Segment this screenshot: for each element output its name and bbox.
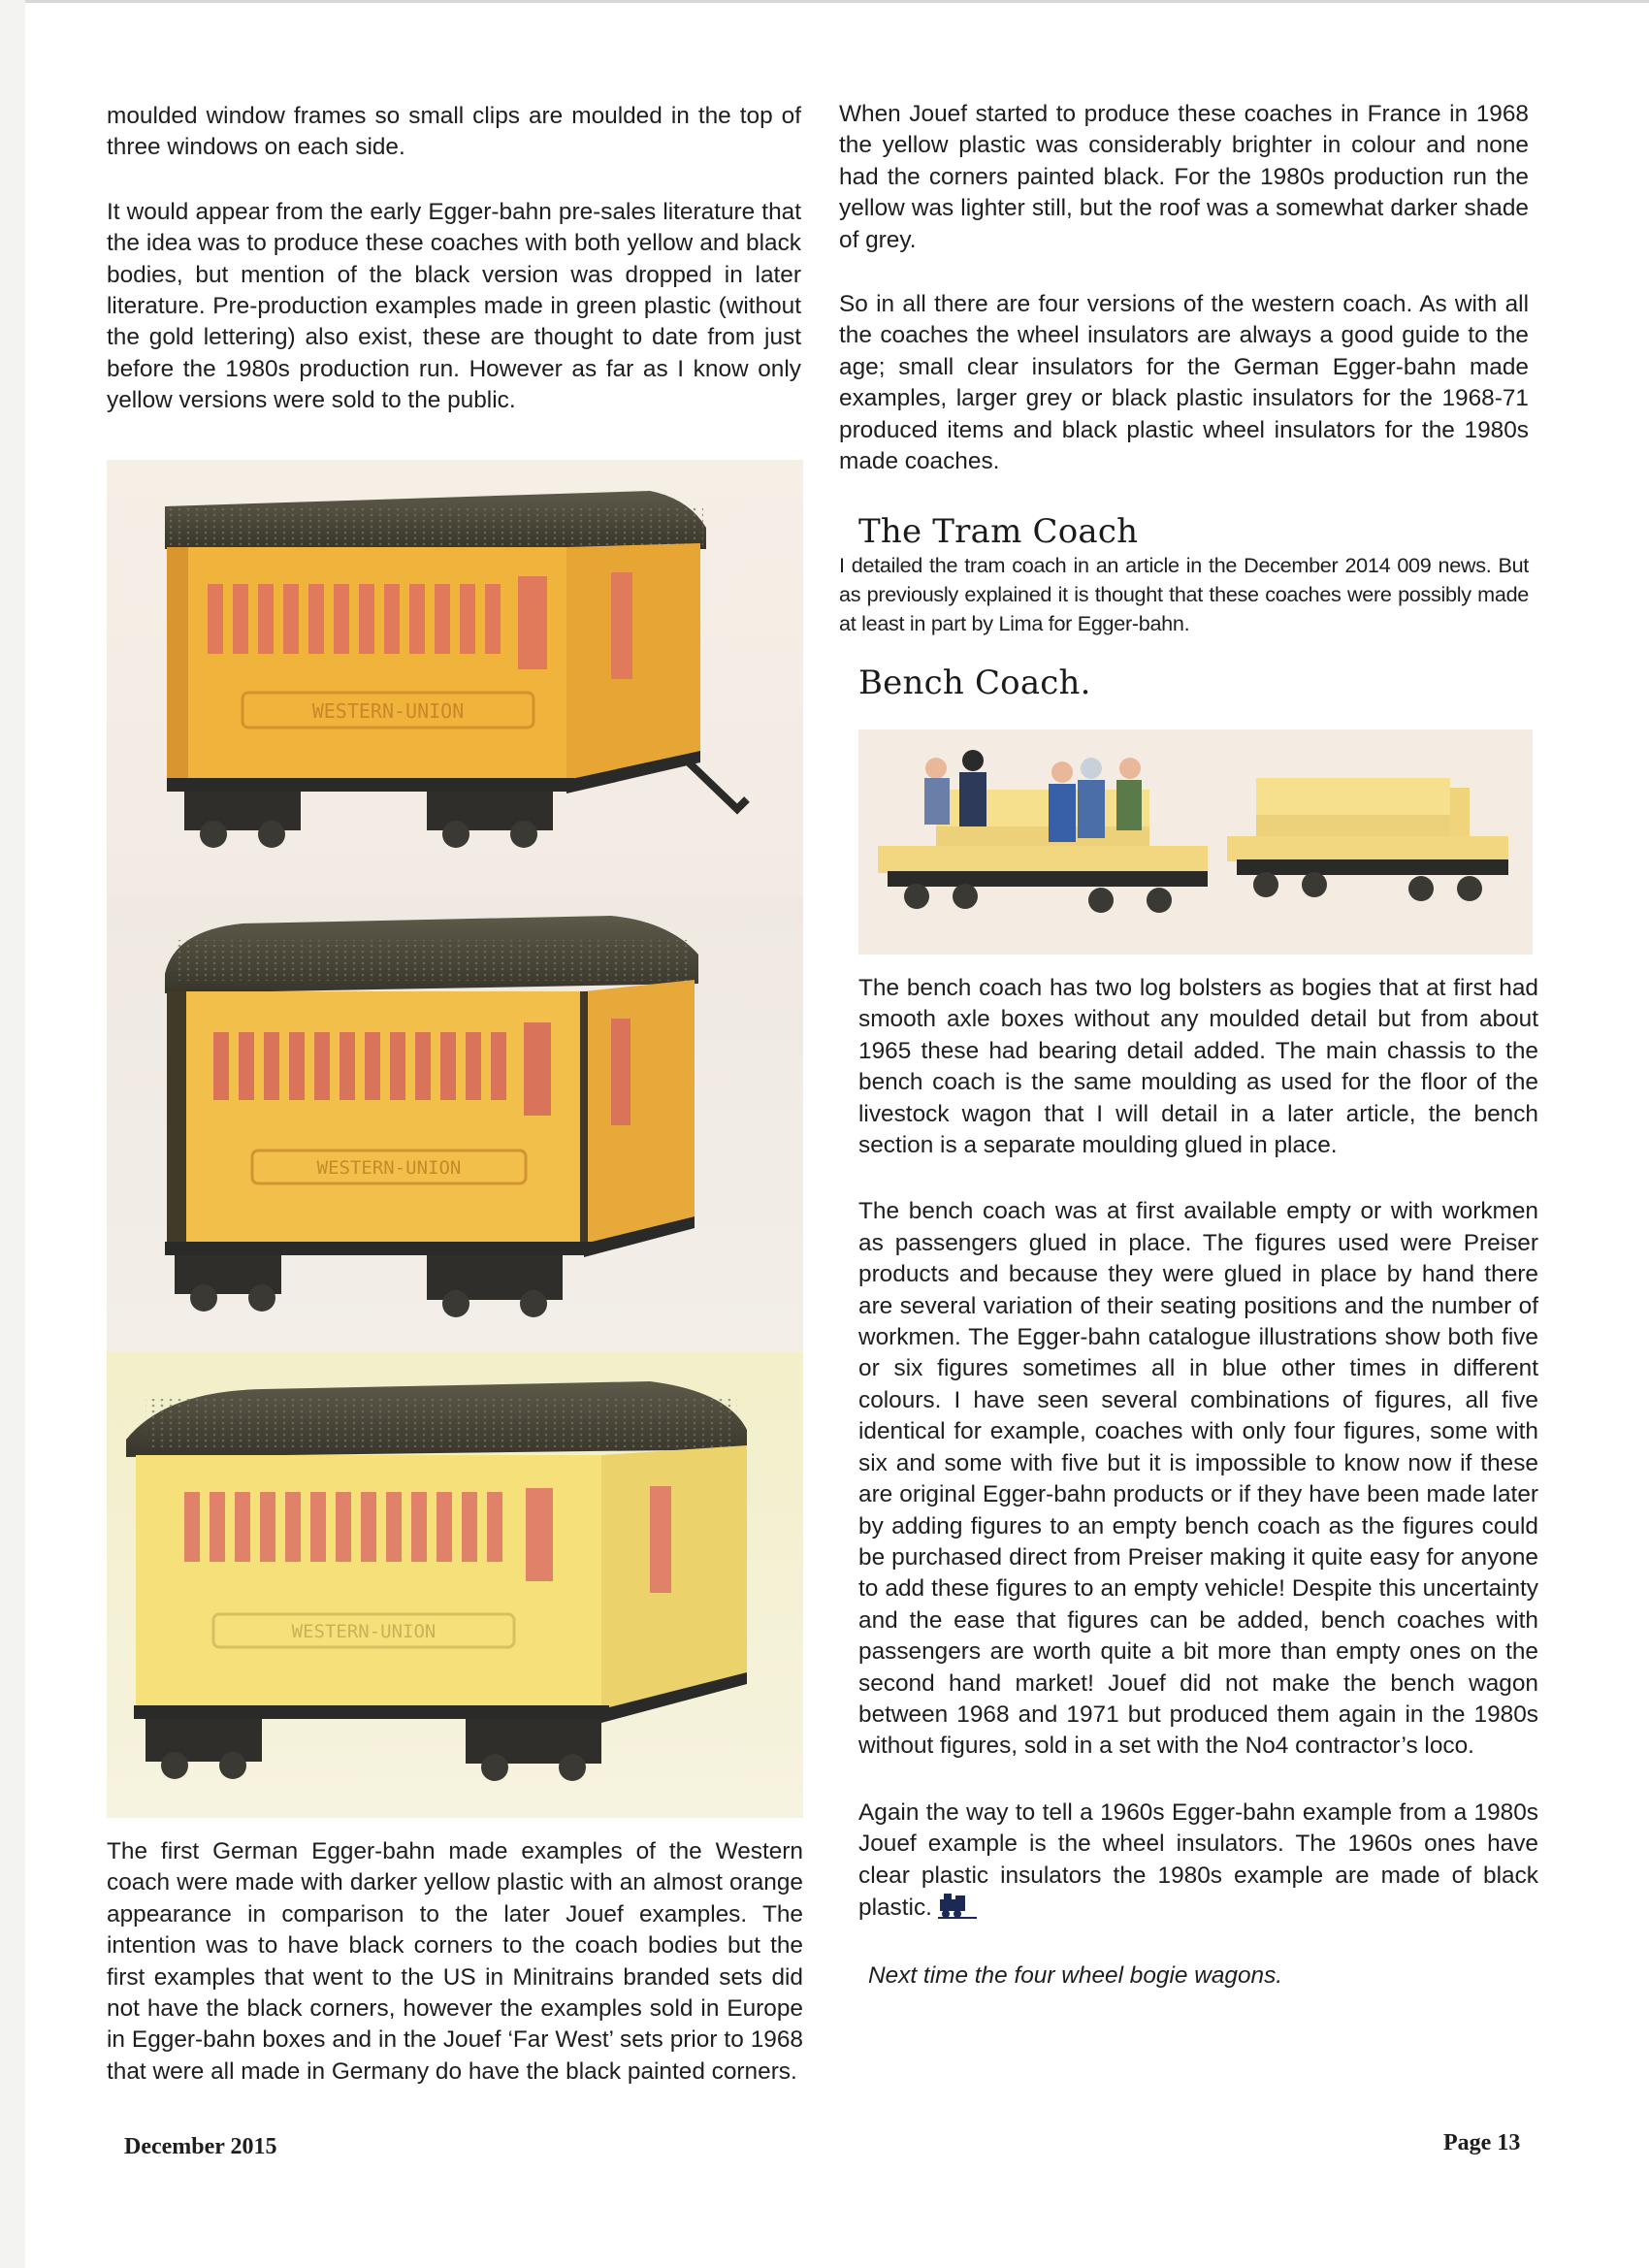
right-paragraph-2: So in all there are four versions of the western coach. As with all the coaches the wheel insulators are always a good guide to the age; small clear insulators for the German Egger-bahn made examples, larger grey or black plastic insulators for the 1968-71 produced items and black plastic wheel insulators for the 1980s made coaches. bbox=[839, 291, 1529, 475]
bench-coach-heading: Bench Coach. bbox=[858, 664, 1091, 703]
tram-coach-heading: The Tram Coach bbox=[858, 512, 1139, 552]
right-paragraph-5 bbox=[858, 1798, 1538, 1928]
scan-top-line bbox=[25, 0, 1649, 3]
tram-coach-text: I detailed the tram coach in an article in the December 2014 009 news. But as previously explained it is thought that these coaches were possibly made at least in part by Lima for Egger-bahn. bbox=[839, 553, 1529, 636]
footer-page-number: Page 13 bbox=[1443, 2130, 1521, 2155]
left-caption-block bbox=[107, 1836, 803, 2088]
right-paragraph-3: The bench coach has two log bolsters as bogies that at first had smooth axle boxes without any moulded detail but from about 1965 these had bearing detail added. The main chassis to the bench coach is the same moulding as used for the floor of the livestock wagon that I will detail in a later article, the bench section is a separate moulding glued in place. bbox=[858, 975, 1538, 1159]
coach-2-nameboard: WESTERN-UNION bbox=[316, 1157, 462, 1179]
left-column bbox=[107, 101, 801, 450]
locomotive-icon bbox=[938, 1892, 977, 1928]
bench-coach-photo bbox=[858, 729, 1533, 955]
coach-3 bbox=[107, 1352, 803, 1818]
right-paragraph-1: When Jouef started to produce these coaches in France in 1968 the yellow plastic was considerably brighter in colour and none had the corners painted black. For the 1980s production run the yellow was lighter still, but the roof was a somewhat darker shade of grey. bbox=[839, 101, 1529, 253]
coach-1-nameboard: WESTERN-UNION bbox=[311, 699, 465, 723]
footer-date: December 2015 bbox=[124, 2134, 277, 2159]
scan-edge bbox=[0, 0, 25, 2268]
coach-3-nameboard: WESTERN-UNION bbox=[291, 1621, 436, 1642]
right-paragraph-4: The bench coach was at first available empty or with workmen as passengers glued in place. The figures used were Preiser products and because they were glued in place by hand there are several variation of their seating positions and the number of workmen. The Egger-bahn catalogue illustrations show both five or six figures sometimes all in blue other times in different colours. I have seen several combinations of figures, all five identical for example, coaches with only four figures, some with six and some with five but it is impossible to know now if these are original Egger-bahn products or if they have been made later by adding figures to an empty bench coach as the figures could be purchased direct from Preiser making it quite easy for anyone to add these figures to an empty vehicle! Despite this uncertainty and the ease that figures can be added, bench coaches with passengers are worth quite a bit more than empty ones on the second hand market! Jouef did not make the bench wagon between 1968 and 1971 but produced them again in the 1980s without figures, sold in a set with the No4 contractor’s loco. bbox=[858, 1198, 1538, 1760]
left-paragraph-2: It would appear from the early Egger-bahn pre-sales literature that the idea was to produce these coaches with both yellow and black bodies, but mention of the black version was dropped in later literature. Pre-production examples made in green plastic (without the gold lettering) also exist, these are thought to date from just before the 1980s production run. However as far as I know only yellow versions were sold to the public. bbox=[107, 198, 801, 414]
photo-caption: The first German Egger-bahn made examples of the Western coach were made with darker yellow plastic with an almost orange appearance in comparison to the later Jouef examples. The intention was to have black corners to the coach bodies but the first examples that went to the US in Minitrains branded sets did not have the black corners, however the examples sold in Europe in Egger-bahn boxes and in the Jouef ‘Far West’ sets prior to 1968 that were all made in Germany do have the black painted corners. bbox=[107, 1838, 803, 2085]
coach-1 bbox=[107, 460, 803, 896]
right-paragraph-5-text: Again the way to tell a 1960s Egger-bahn example from a 1980s Jouef example is the wheel insulators. The 1960s ones have clear plastic insulators the 1980s example are made of black plastic. bbox=[858, 1798, 1538, 1921]
next-time-note: Next time the four wheel bogie wagons. bbox=[868, 1962, 1283, 1990]
right-column bbox=[839, 99, 1529, 702]
western-coaches-photo bbox=[107, 460, 803, 1818]
coach-2 bbox=[107, 896, 803, 1352]
left-paragraph-1: moulded window frames so small clips are moulded in the top of three windows on each side. bbox=[107, 103, 801, 161]
right-column-lower bbox=[858, 973, 1538, 2025]
